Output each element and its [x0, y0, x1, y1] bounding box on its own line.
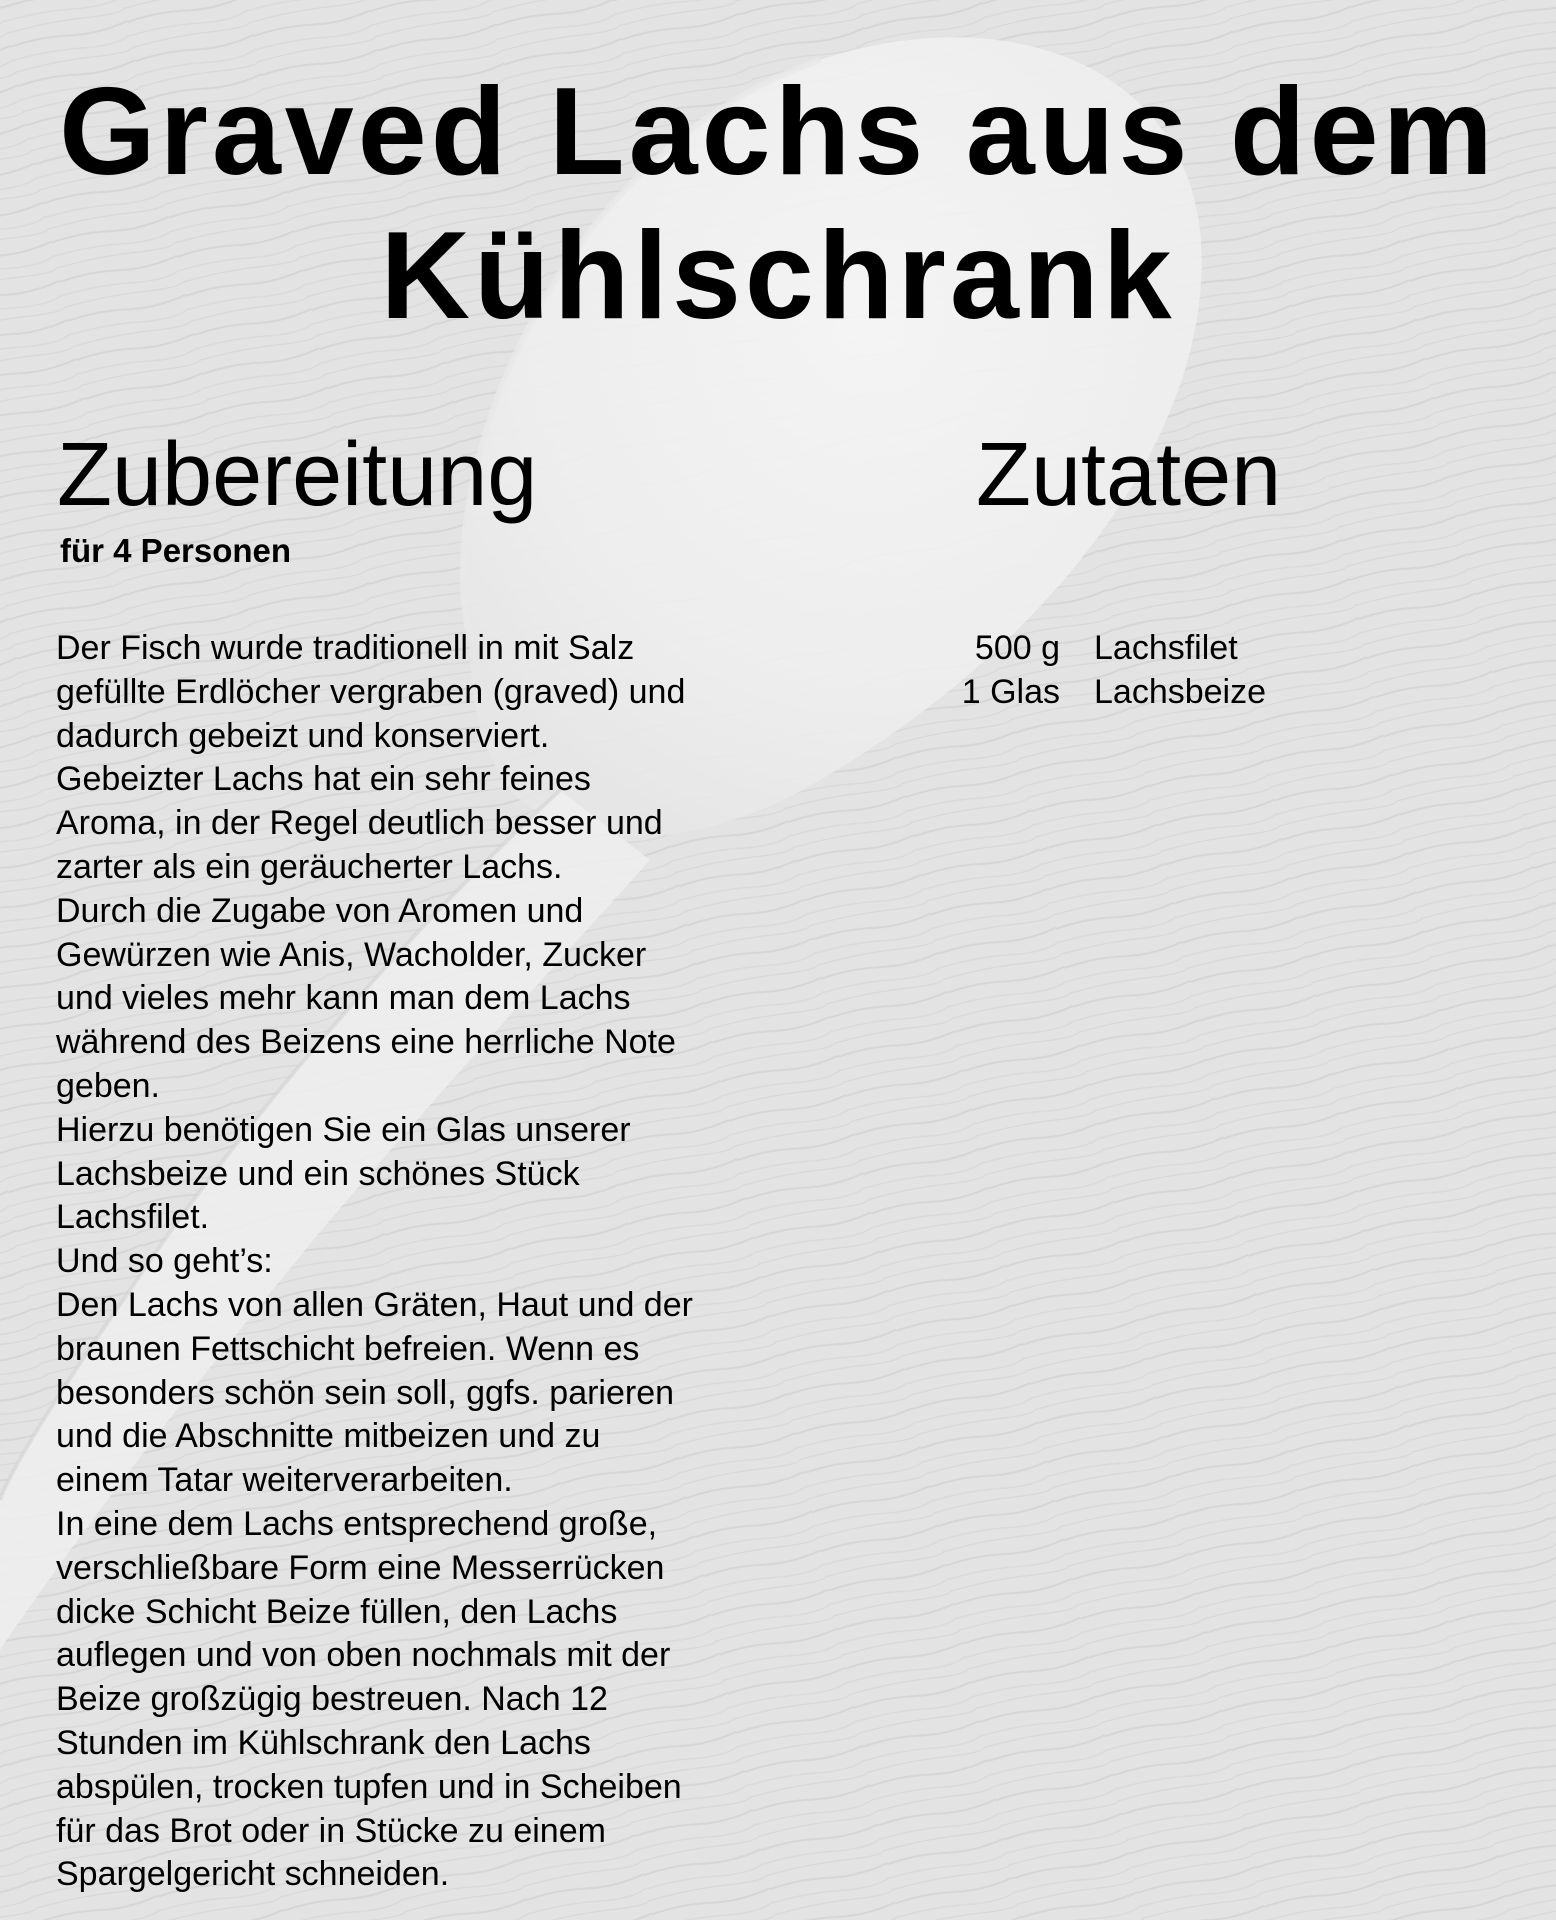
preparation-text: [56, 627, 776, 1897]
preparation-line: Aroma, in der Regel deutlich besser und: [56, 804, 663, 843]
preparation-line: für das Brot oder in Stücke zu einem: [56, 1811, 606, 1850]
ingredients-heading: Zutaten: [976, 425, 1282, 525]
recipe-title-line-1: Graved Lachs aus dem: [59, 63, 1497, 201]
preparation-line: Spargelgericht schneiden.: [56, 1855, 450, 1894]
preparation-line: Durch die Zugabe von Aromen und: [56, 891, 584, 930]
preparation-line: Gebeizter Lachs hat ein sehr feines: [56, 760, 591, 799]
preparation-line: während des Beizens eine herrliche Note: [56, 1023, 676, 1062]
preparation-line: Lachsfilet.: [56, 1198, 210, 1237]
preparation-line: abspülen, trocken tupfen und in Scheiben: [56, 1767, 682, 1806]
preparation-line: verschließbare Form eine Messerrücken: [56, 1548, 665, 1587]
recipe-title-line-2: Kühlschrank: [380, 207, 1176, 345]
ingredient-amount: 500 g: [974, 629, 1060, 667]
preparation-line: dicke Schicht Beize füllen, den Lachs: [56, 1592, 618, 1631]
preparation-line: Beize großzügig bestreuen. Nach 12: [56, 1680, 608, 1719]
ingredients-list: [900, 627, 1266, 715]
preparation-heading: Zubereitung: [57, 425, 538, 525]
preparation-line: und vieles mehr kann man dem Lachs: [56, 979, 631, 1018]
preparation-line: In eine dem Lachs entsprechend große,: [56, 1504, 658, 1543]
preparation-line: Lachsbeize und ein schönes Stück: [56, 1154, 580, 1193]
preparation-line: braunen Fettschicht befreien. Wenn es: [56, 1329, 640, 1368]
preparation-line: Gewürzen wie Anis, Wacholder, Zucker: [56, 935, 647, 974]
preparation-line: Der Fisch wurde traditionell in mit Salz: [56, 629, 635, 667]
ingredient-name: Lachsbeize: [1094, 672, 1267, 711]
preparation-line: einem Tatar weiterverarbeiten.: [56, 1461, 513, 1500]
preparation-line: Den Lachs von allen Gräten, Haut und der: [56, 1285, 693, 1324]
ingredient-row: [900, 627, 1266, 671]
preparation-line: dadurch gebeizt und konserviert.: [56, 716, 550, 755]
preparation-line: geben.: [56, 1066, 160, 1105]
preparation-line: Stunden im Kühlschrank den Lachs: [56, 1723, 591, 1762]
preparation-line: gefüllte Erdlöcher vergraben (graved) und: [56, 672, 686, 711]
ingredient-row: [900, 671, 1266, 715]
preparation-line: und die Abschnitte mitbeizen und zu: [56, 1417, 601, 1456]
preparation-line: Hierzu benötigen Sie ein Glas unserer: [56, 1110, 631, 1149]
ingredient-amount: 1 Glas: [961, 672, 1060, 711]
preparation-line: besonders schön sein soll, ggfs. parieren: [56, 1373, 675, 1412]
recipe-title: [0, 60, 1556, 348]
preparation-line: auflegen und von oben nochmals mit der: [56, 1636, 671, 1675]
ingredient-name: Lachsfilet: [1094, 629, 1238, 667]
servings-label: für 4 Personen: [60, 532, 292, 569]
preparation-line: zarter als ein geräucherter Lachs.: [56, 847, 563, 886]
preparation-line: Und so geht’s:: [56, 1242, 273, 1281]
